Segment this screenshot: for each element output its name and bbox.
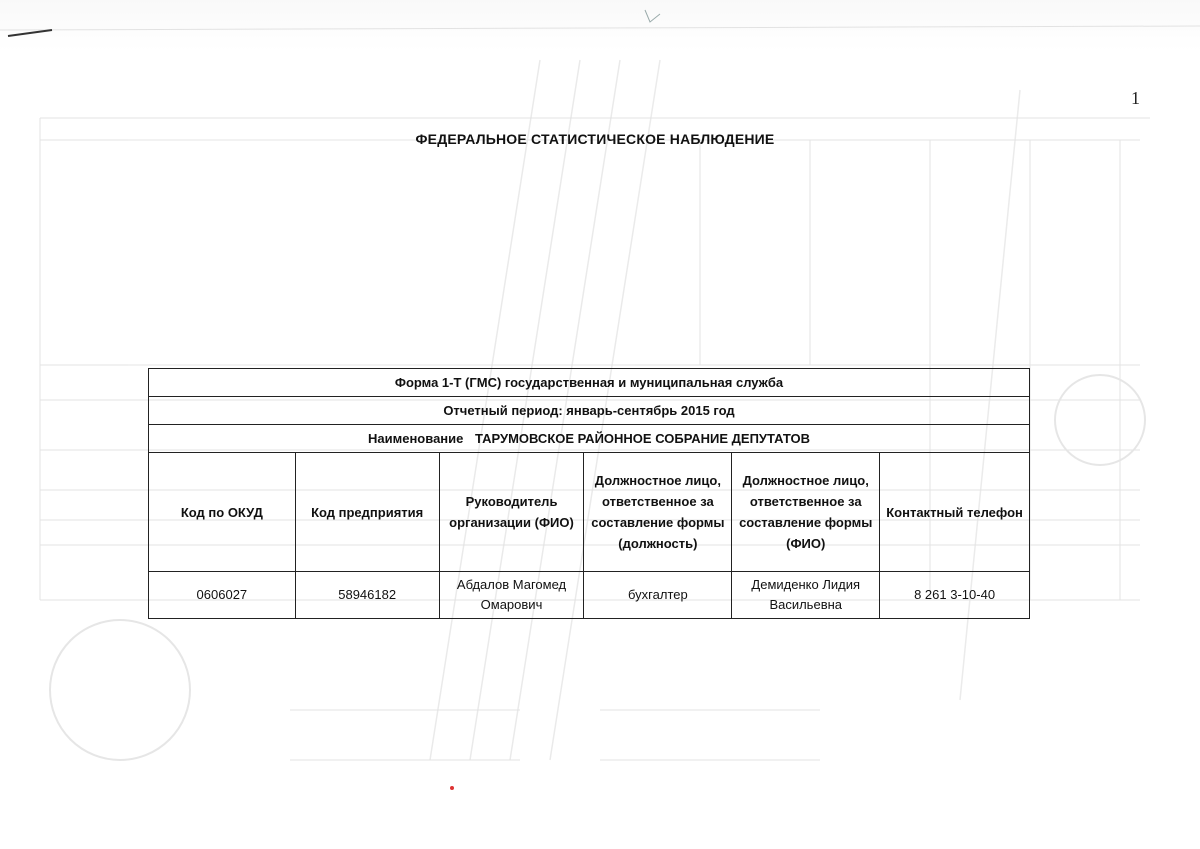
organization-name: ТАРУМОВСКОЕ РАЙОННОЕ СОБРАНИЕ ДЕПУТАТОВ <box>475 431 810 446</box>
period-row <box>149 397 1030 425</box>
organization-row <box>149 425 1030 453</box>
cell-okud-code: 0606027 <box>149 572 296 619</box>
cell-responsible-position: бухгалтер <box>584 572 732 619</box>
form-table <box>148 368 1030 619</box>
cell-phone: 8 261 3-10-40 <box>880 572 1030 619</box>
form-name: Форма 1-Т (ГМС) государственная и муниципальная служба <box>149 369 1030 397</box>
header-okud-code: Код по ОКУД <box>149 453 296 572</box>
table-header-row <box>149 453 1030 572</box>
page-number: 1 <box>1131 88 1140 108</box>
form-name-row <box>149 369 1030 397</box>
header-enterprise-code: Код предприятия <box>295 453 439 572</box>
header-head-name: Руководитель организации (ФИО) <box>439 453 584 572</box>
page-title: ФЕДЕРАЛЬНОЕ СТАТИСТИЧЕСКОЕ НАБЛЮДЕНИЕ <box>415 131 775 147</box>
cell-responsible-name: Демиденко Лидия Васильевна <box>732 572 880 619</box>
header-phone: Контактный телефон <box>880 453 1030 572</box>
cell-head-name: Абдалов Магомед Омарович <box>439 572 584 619</box>
organization-label: Наименование <box>368 431 464 446</box>
organization-cell <box>149 425 1030 453</box>
cell-enterprise-code: 58946182 <box>295 572 439 619</box>
header-responsible-name: Должностное лицо, ответственное за составление формы (ФИО) <box>732 453 880 572</box>
header-responsible-position: Должностное лицо, ответственное за составление формы (должность) <box>584 453 732 572</box>
table-row <box>149 572 1030 619</box>
reporting-period: Отчетный период: январь-сентябрь 2015 год <box>149 397 1030 425</box>
